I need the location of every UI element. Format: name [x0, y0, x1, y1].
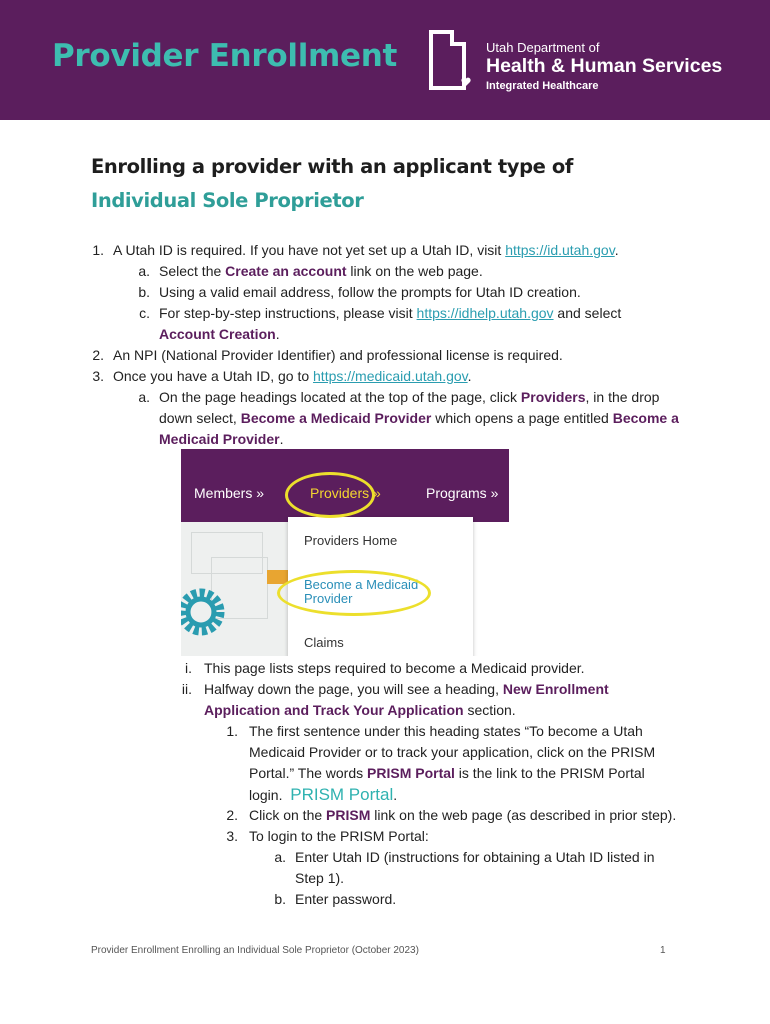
sub-3-text: To login to the PRISM Portal: [249, 828, 429, 844]
step-3-text: Once you have a Utah ID, go to [113, 368, 314, 384]
sub-2-bold: PRISM [326, 807, 371, 823]
step-3-number: 3. [92, 368, 104, 384]
item-ii-number: ii. [181, 681, 192, 697]
item-i-text: This page lists steps required to become a Medicaid provider. [204, 660, 585, 676]
step-3a-l2-post: which opens a page entitled [431, 410, 613, 426]
sub-2-pre: Click on the [249, 807, 327, 823]
step-1c [159, 303, 621, 324]
decorative-graphic [181, 522, 289, 656]
step-3a-l1-bold: Providers [520, 389, 586, 405]
heading-line-2: Individual Sole Proprietor [91, 189, 364, 212]
utah-state-icon [428, 30, 480, 92]
nav-members[interactable]: Members » [194, 485, 265, 501]
step-3-end: . [467, 368, 472, 384]
step-1b-text: Using a valid email address, follow the prompts for Utah ID creation. [159, 284, 581, 300]
step-1c-bold: Account Creation [159, 326, 276, 342]
logo-line-3: Integrated Healthcare [486, 80, 599, 92]
sub-1-number: 1. [226, 723, 238, 739]
step-1c-number: c. [139, 305, 150, 321]
nav-providers[interactable]: Providers » [310, 485, 381, 501]
step-2-text: An NPI (National Provider Identifier) and professional license is required. [113, 347, 563, 363]
sub-3a-line-2: Step 1). [295, 870, 345, 886]
step-1-number: 1. [92, 242, 104, 258]
utah-id-link[interactable]: https://id.utah.gov [505, 242, 615, 258]
step-1c-end: . [275, 326, 280, 342]
footer-text: Provider Enrollment Enrolling an Individual Sole Proprietor (October 2023) [91, 945, 419, 956]
step-3a-l2-bold: Become a Medicaid Provider [240, 410, 432, 426]
logo-line-2: Health & Human Services [486, 55, 723, 77]
step-1 [113, 240, 619, 261]
sub-1-l4-end: . [393, 787, 398, 803]
medicaid-link[interactable]: https://medicaid.utah.gov [313, 368, 468, 384]
sub-1-line-3 [249, 763, 645, 784]
logo-line-1: Utah Department of [486, 40, 600, 55]
idhelp-link[interactable]: https://idhelp.utah.gov [416, 305, 554, 321]
item-ii-line-2 [204, 700, 516, 721]
menu-claims[interactable]: Claims [304, 635, 344, 650]
heading-line-1: Enrolling a provider with an applicant type of [91, 155, 573, 178]
prism-portal-link[interactable]: PRISM Portal [290, 785, 394, 804]
item-ii-l1-pre: Halfway down the page, you will see a heading, [204, 681, 503, 697]
providers-highlight-circle [285, 472, 375, 518]
step-1-end: . [614, 242, 619, 258]
step-3a-l2-bold2: Become a [612, 410, 679, 426]
step-3a-line-3 [159, 429, 283, 450]
sub-3b-number: b. [274, 891, 286, 907]
sub-1-l3-bold: PRISM Portal [367, 765, 455, 781]
step-1c-cont [159, 324, 280, 345]
step-3a-l3-bold: Medicaid Provider [159, 431, 280, 447]
become-provider-highlight-circle [277, 570, 431, 616]
nav-programs[interactable]: Programs » [426, 485, 499, 501]
step-3a-number: a. [138, 389, 150, 405]
sub-3a-number: a. [274, 849, 286, 865]
menu-become-medicaid-provider[interactable]: Become a Medicaid Provider [304, 577, 419, 606]
header-banner [0, 0, 770, 120]
sub-1-l4-pre: login. [249, 787, 283, 803]
website-screenshot [181, 449, 509, 656]
sub-2 [249, 805, 676, 826]
item-ii-l2-post: section. [463, 702, 516, 718]
page-title: Provider Enrollment [52, 38, 398, 74]
step-1a [159, 261, 483, 282]
step-3a-l2-pre: down select, [159, 410, 241, 426]
item-ii-l1-bold: New Enrollment [502, 681, 609, 697]
sub-1-l3-post: is the link to the PRISM Portal [454, 765, 645, 781]
step-1c-post: and select [553, 305, 622, 321]
gear-icon [181, 584, 229, 640]
menu-providers-home[interactable]: Providers Home [304, 533, 398, 548]
page-number: 1 [660, 945, 666, 956]
item-ii-line-1 [204, 679, 609, 700]
sub-2-post: link on the web page (as described in prior step). [370, 807, 677, 823]
item-i-number: i. [185, 660, 192, 676]
step-1a-pre: Select the [159, 263, 226, 279]
item-ii-l2-bold: Application and Track Your Application [204, 702, 464, 718]
step-1-text: A Utah ID is required. If you have not yet set up a Utah ID, visit [113, 242, 506, 258]
sub-2-number: 2. [226, 807, 238, 823]
sub-1-line-1: The first sentence under this heading states “To become a Utah [249, 723, 643, 739]
step-1a-post: link on the web page. [346, 263, 483, 279]
step-3a-line-2 [159, 408, 679, 429]
sub-3a-line-1: Enter Utah ID (instructions for obtaining a Utah ID listed in [295, 849, 655, 865]
dhhs-logo [428, 30, 748, 94]
sub-1-line-2: Medicaid Provider or to track your application, click on the PRISM [249, 744, 656, 760]
sub-1-l3-pre: Portal.” The words [249, 765, 368, 781]
step-3 [113, 366, 472, 387]
step-2-number: 2. [92, 347, 104, 363]
step-3a-l1-post: , in the drop [585, 389, 660, 405]
step-1a-bold: Create an account [225, 263, 347, 279]
step-1c-pre: For step-by-step instructions, please visit [159, 305, 417, 321]
step-3a-line-1 [159, 387, 659, 408]
step-3a-l1-pre: On the page headings located at the top of the page, click [159, 389, 521, 405]
step-1a-number: a. [138, 263, 150, 279]
sub-1-line-4 [249, 784, 397, 806]
sub-3b-text: Enter password. [295, 891, 397, 907]
step-3a-l3-end: . [279, 431, 284, 447]
step-1b-number: b. [138, 284, 150, 300]
sub-3-number: 3. [226, 828, 238, 844]
